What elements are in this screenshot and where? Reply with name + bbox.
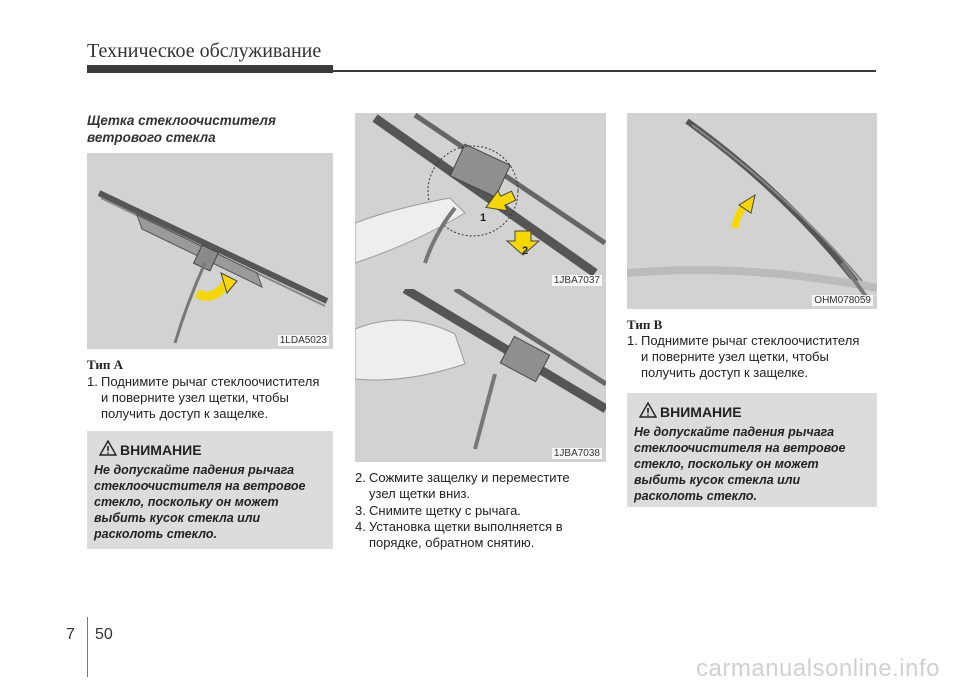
caution-text — [94, 462, 325, 542]
section-title-line1: Щетка стеклоочистителя — [87, 113, 276, 128]
figure-code: 1LDA5023 — [279, 335, 327, 346]
wiper-blade-illustration — [87, 153, 333, 349]
step-number: 4. — [355, 519, 366, 534]
figure-code: 1JBA7038 — [553, 448, 600, 459]
caution-heading: ВНИМАНИЕ — [660, 404, 742, 420]
latch-release-illustration — [355, 113, 606, 289]
figure-code: 1JBA7037 — [553, 275, 600, 286]
callout-2-label: 2 — [522, 245, 529, 257]
figure-latch-release — [355, 113, 606, 289]
figure-blade-removal — [355, 289, 606, 462]
figure-wiper-type-b — [627, 113, 877, 309]
section-title-line2: ветрового стекла — [87, 130, 216, 145]
caution-box-a — [87, 431, 333, 549]
step-text-line3: получить доступ к защелке. — [101, 406, 269, 421]
caution-line: стеклоочистителя на ветровое — [94, 479, 306, 493]
step-text-line2: порядке, обратном снятию. — [369, 535, 535, 550]
section-title — [87, 112, 337, 146]
step-number: 2. — [355, 470, 366, 485]
type-b-label: Тип B — [627, 317, 663, 332]
type-b-step-1 — [627, 333, 877, 381]
step-3 — [355, 503, 606, 519]
wiper-raised-illustration — [627, 113, 877, 309]
step-number: 3. — [355, 503, 366, 518]
caution-box-b — [627, 393, 877, 507]
caution-line: выбить кусок стекла или — [94, 511, 261, 525]
caution-line: расколоть стекло. — [634, 489, 757, 503]
step-number: 1. — [87, 374, 98, 389]
figure-wiper-type-a — [87, 153, 333, 349]
step-text-line2: узел щетки вниз. — [369, 486, 471, 501]
caution-line: стеклоочистителя на ветровое — [634, 441, 846, 455]
page-header-title: Техническое обслуживание — [87, 40, 322, 62]
step-text-line2: и поверните узел щетки, чтобы — [101, 390, 289, 405]
caution-line: Не допускайте падения рычага — [94, 463, 295, 477]
caution-line: расколоть стекло. — [94, 527, 217, 541]
type-a-step-1 — [87, 374, 333, 422]
type-a-label: Тип A — [87, 357, 123, 372]
chapter-number: 7 — [66, 626, 75, 643]
figure-code: OHM078059 — [814, 295, 871, 306]
page-number: 50 — [95, 626, 113, 643]
step-text-line2: и поверните узел щетки, чтобы — [641, 349, 829, 364]
step-text-line1: Поднимите рычаг стеклоочистителя — [101, 374, 320, 389]
step-text-line1: Установка щетки выполняется в — [369, 519, 563, 534]
header-bar — [87, 65, 333, 73]
step-text-line1: Снимите щетку с рычага. — [369, 503, 521, 518]
callout-1-label: 1 — [480, 212, 487, 224]
step-4 — [355, 519, 606, 551]
step-number: 1. — [627, 333, 638, 348]
caution-text — [634, 424, 869, 504]
watermark-text: carmanualsonline.info — [696, 655, 940, 682]
step-2 — [355, 470, 606, 502]
warning-icon — [99, 440, 117, 456]
caution-line: стекло, поскольку он может — [94, 495, 279, 509]
step-text-line3: получить доступ к защелке. — [641, 365, 809, 380]
header-rule — [333, 70, 876, 72]
caution-line: выбить кусок стекла или — [634, 473, 801, 487]
caution-line: стекло, поскольку он может — [634, 457, 819, 471]
footer-divider — [87, 617, 88, 677]
caution-heading: ВНИМАНИЕ — [120, 442, 202, 458]
caution-line: Не допускайте падения рычага — [634, 425, 835, 439]
blade-removal-illustration — [355, 289, 606, 462]
step-text-line1: Сожмите защелку и переместите — [369, 470, 570, 485]
step-text-line1: Поднимите рычаг стеклоочистителя — [641, 333, 860, 348]
warning-icon — [639, 402, 657, 418]
